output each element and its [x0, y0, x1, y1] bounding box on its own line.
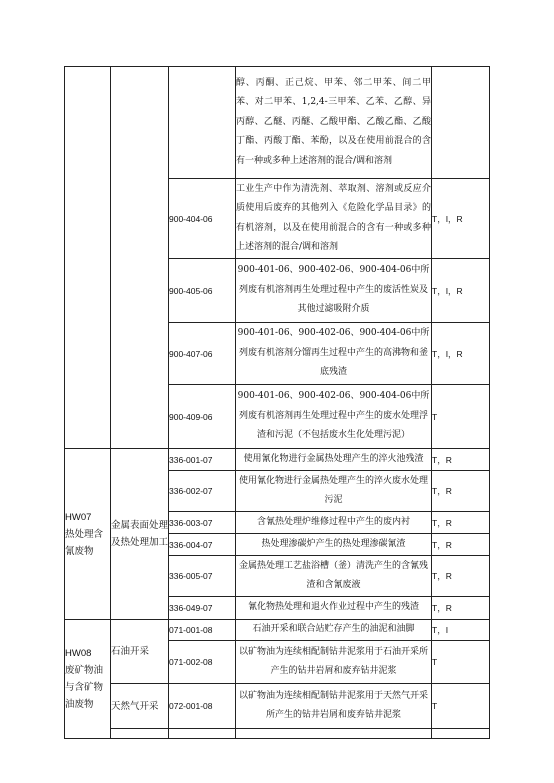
hazard-characteristic: T — [432, 641, 490, 684]
waste-code: 336-004-07 — [169, 534, 236, 556]
table-row — [65, 684, 490, 729]
hazard-characteristic-cell — [432, 67, 490, 179]
waste-description: 热处理渗碳炉产生的热处理渗碳氰渣 — [236, 534, 432, 556]
waste-code: 900-404-06 — [169, 179, 236, 259]
hazard-characteristic: T，R — [432, 597, 490, 620]
category-code: HW08 — [65, 648, 92, 659]
waste-description: 石油开采和联合站贮存产生的油泥和油脚 — [236, 620, 432, 641]
hazard-characteristic: T — [432, 684, 490, 729]
industry-cell: 石油开采 — [111, 620, 169, 684]
waste-description: 金属热处理工艺盐浴槽（釜）清洗产生的含氰残渣和含氰废液 — [236, 556, 432, 597]
category-code: HW07 — [65, 511, 92, 523]
waste-description: 以矿物油为连续相配制钻井泥浆用于石油开采所产生的钻井岩屑和废弃钻井泥浆 — [236, 641, 432, 684]
hazard-characteristic: T，R — [432, 556, 490, 597]
waste-code: 336-005-07 — [169, 556, 236, 597]
table-row — [65, 620, 490, 641]
waste-description: 以矿物油为连续相配制钻井泥浆用于天然气开采所产生的钻井岩屑和废弃钻井泥浆 — [236, 684, 432, 729]
waste-code-cell — [169, 67, 236, 179]
waste-description: 含氰热处理炉维修过程中产生的废内衬 — [236, 512, 432, 534]
category-name: 热处理含氰废物 — [65, 528, 104, 557]
waste-code: 336-001-07 — [169, 449, 236, 471]
waste-code: 336-003-07 — [169, 512, 236, 534]
waste-description: 使用氰化物进行金属热处理产生的淬火废水处理污泥 — [236, 471, 432, 512]
hazard-characteristic: T，I，R — [432, 323, 490, 385]
hazard-characteristic: T，R — [432, 512, 490, 534]
hazard-characteristic-cell — [432, 729, 490, 739]
hazard-characteristic: T，R — [432, 449, 490, 471]
hazard-characteristic: T — [432, 385, 490, 449]
waste-code: 900-409-06 — [169, 385, 236, 449]
waste-description: 900-401-06、900-402-06、900-404-06中所列废有机溶剂再生处理过程中产生的废水处理浮渣和污泥（不包括废水生化处理污泥） — [236, 385, 432, 449]
hazard-characteristic: T，R — [432, 534, 490, 556]
hazard-characteristic: T，I — [432, 620, 490, 641]
waste-description: 工业生产中作为清洗剂、萃取剂、溶剂或反应介质使用后废弃的其他列入《危险化学品目录》的有机溶剂，以及在使用前混合的含有一种或多种上述溶剂的混合/调和溶剂 — [236, 179, 432, 259]
hazard-characteristic: T，I，R — [432, 259, 490, 323]
waste-code-cell — [169, 729, 236, 739]
waste-code: 336-049-07 — [169, 597, 236, 620]
industry-cell: 金属表面处理及热处理加工 — [111, 449, 169, 620]
table-row — [65, 449, 490, 471]
category-cell-hw06-continued — [65, 67, 111, 449]
waste-code: 336-002-07 — [169, 471, 236, 512]
industry-cell — [111, 729, 169, 739]
waste-code: 071-001-08 — [169, 620, 236, 641]
waste-description-cell — [236, 729, 432, 739]
category-cell-hw08 — [65, 620, 111, 739]
hazard-characteristic: T，R — [432, 471, 490, 512]
industry-cell-hw06-continued — [111, 67, 169, 449]
waste-description: 使用氰化物进行金属热处理产生的淬火池残渣 — [236, 449, 432, 471]
waste-code: 071-002-08 — [169, 641, 236, 684]
table-row — [65, 67, 490, 179]
hazardous-waste-table — [64, 66, 490, 739]
waste-description: 900-401-06、900-402-06、900-404-06中所列废有机溶剂再生处理过程中产生的废活性炭及其他过滤吸附介质 — [236, 259, 432, 323]
table-row — [65, 729, 490, 739]
category-name: 废矿物油与含矿物油废物 — [65, 665, 104, 710]
waste-code: 900-407-06 — [169, 323, 236, 385]
waste-description: 氰化物热处理和退火作业过程中产生的残渣 — [236, 597, 432, 620]
category-cell-hw07 — [65, 449, 111, 620]
hazard-characteristic: T，I，R — [432, 179, 490, 259]
waste-code: 900-405-06 — [169, 259, 236, 323]
industry-cell: 天然气开采 — [111, 684, 169, 729]
waste-description: 900-401-06、900-402-06、900-404-06中所列废有机溶剂分馏再生过程中产生的高沸物和釜底残渣 — [236, 323, 432, 385]
waste-code: 072-001-08 — [169, 684, 236, 729]
waste-description: 醇、丙酮、正己烷、甲苯、邻二甲苯、间二甲苯、对二甲苯、1,2,4-三甲苯、乙苯、乙醇、异丙醇、乙醚、丙醚、乙酸甲酯、乙酸乙酯、乙酸丁酯、丙酸丁酯、苯酚，以及在使用前混合的含有一种或多种上述溶剂的混合/调和溶剂 — [236, 67, 432, 179]
